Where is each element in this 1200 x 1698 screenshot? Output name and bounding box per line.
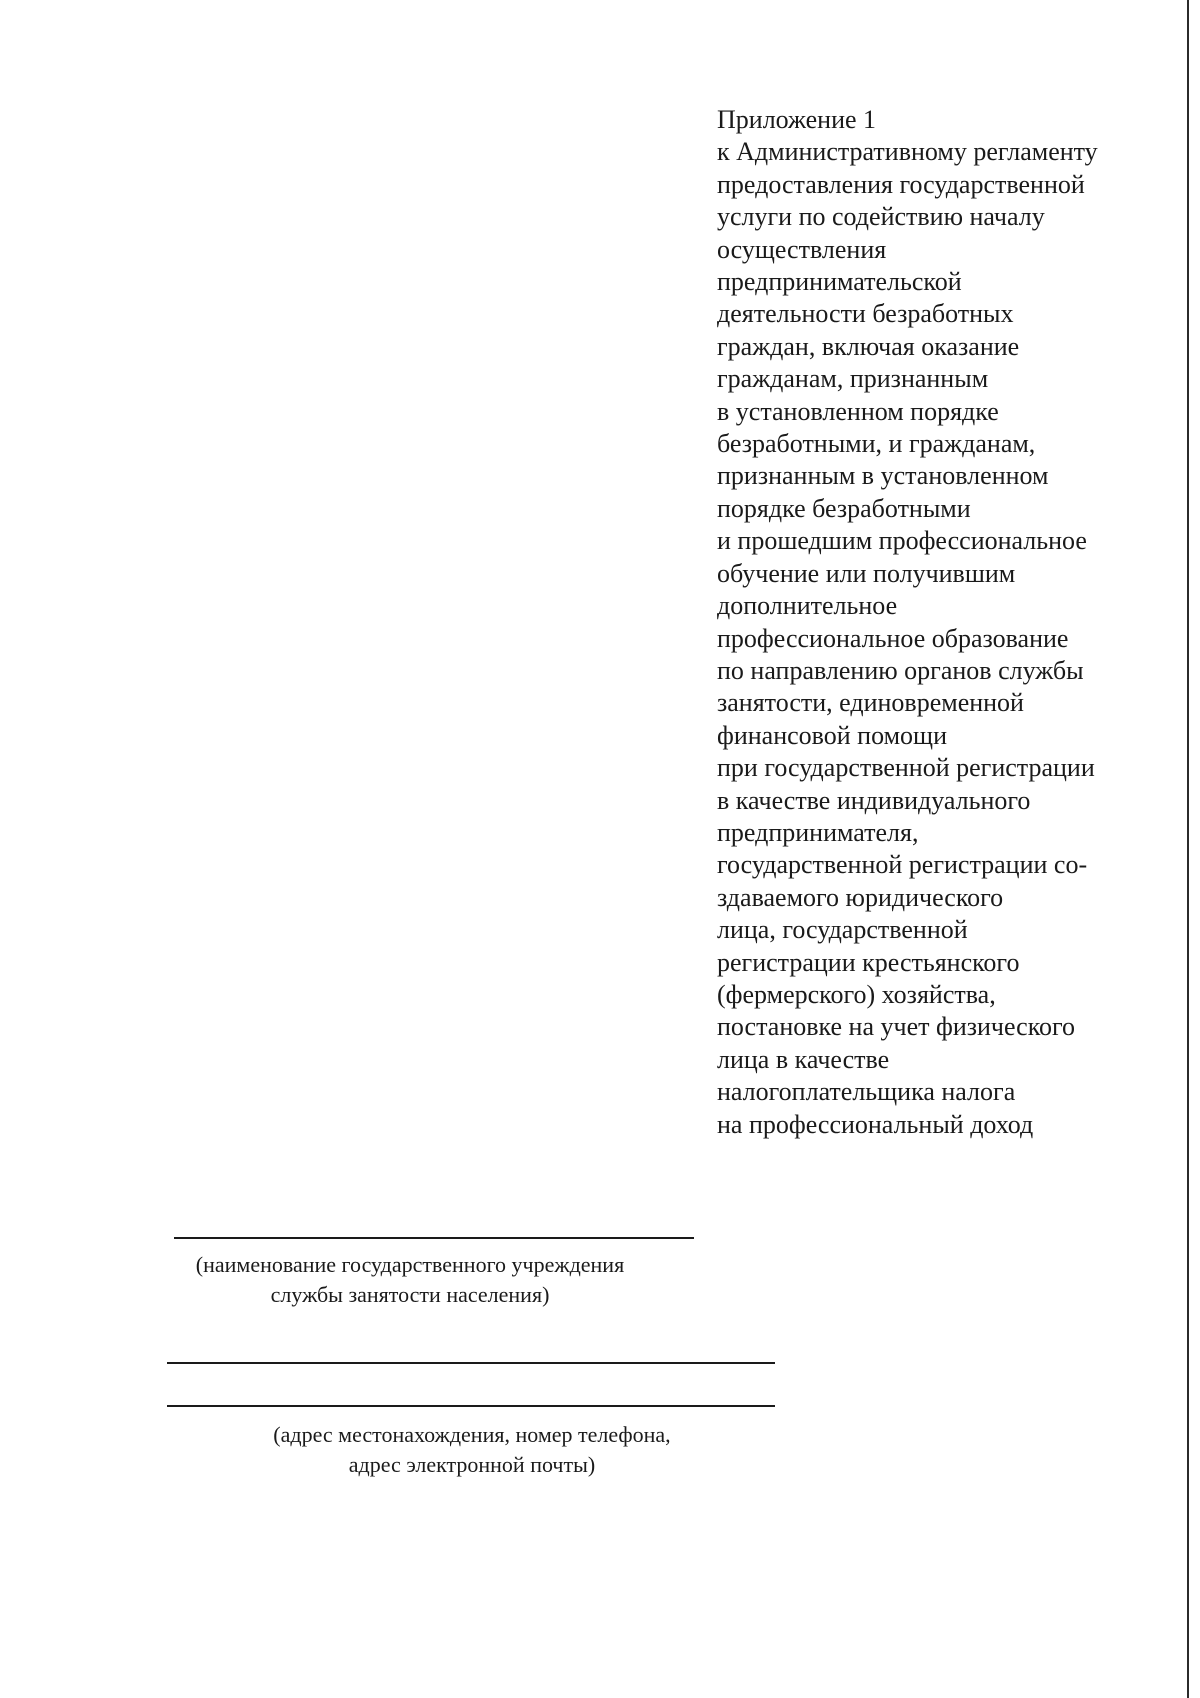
appendix-header xyxy=(717,104,1177,1141)
appendix-line: деятельности безработных xyxy=(717,299,1014,329)
appendix-line: к Административному регламенту xyxy=(717,137,1098,167)
appendix-line: финансовой помощи xyxy=(717,720,947,750)
appendix-line: признанным в установленном xyxy=(717,461,1049,491)
appendix-line: в качестве индивидуального xyxy=(717,785,1031,815)
appendix-line: регистрации крестьянского xyxy=(717,947,1020,977)
address-caption xyxy=(222,1420,722,1480)
institution-name-caption xyxy=(160,1250,660,1310)
appendix-line: лица, государственной xyxy=(717,915,968,945)
appendix-line: предоставления государственной xyxy=(717,169,1085,199)
address-underline-1 xyxy=(167,1362,775,1364)
appendix-line: предпринимательской xyxy=(717,267,962,297)
institution-caption-line: службы занятости населения) xyxy=(270,1282,550,1307)
appendix-line: занятости, единовременной xyxy=(717,688,1024,718)
appendix-line: предпринимателя, xyxy=(717,817,919,847)
appendix-line: услуги по содействию началу xyxy=(717,202,1045,232)
institution-caption-line: (наименование государственного учреждения xyxy=(195,1252,625,1277)
address-underline-2 xyxy=(167,1405,775,1407)
appendix-line: постановке на учет физического xyxy=(717,1012,1076,1042)
appendix-line: государственной регистрации со- xyxy=(717,850,1088,880)
appendix-line: осуществления xyxy=(717,234,887,264)
appendix-line: и прошедшим профессиональное xyxy=(717,526,1087,556)
appendix-line: порядке безработными xyxy=(717,493,971,523)
appendix-title: Приложение 1 xyxy=(717,105,877,134)
appendix-line: здаваемого юридического xyxy=(717,882,1004,912)
appendix-line: гражданам, признанным xyxy=(717,364,989,394)
appendix-line: по направлению органов службы xyxy=(717,655,1084,685)
address-caption-line: адрес электронной почты) xyxy=(348,1452,596,1477)
address-caption-line: (адрес местонахождения, номер телефона, xyxy=(273,1422,671,1447)
appendix-line: при государственной регистрации xyxy=(717,753,1095,783)
appendix-line: дополнительное xyxy=(717,591,898,621)
institution-name-underline xyxy=(174,1237,694,1239)
appendix-line: налогоплательщика налога xyxy=(717,1077,1016,1107)
appendix-line: лица в качестве xyxy=(717,1044,890,1074)
appendix-line: (фермерского) хозяйства, xyxy=(717,979,996,1009)
scan-edge-line xyxy=(1187,0,1189,1698)
appendix-line: в установленном порядке xyxy=(717,396,999,426)
appendix-line: граждан, включая оказание xyxy=(717,331,1020,361)
appendix-line: безработными, и гражданам, xyxy=(717,429,1036,459)
appendix-line: на профессиональный доход xyxy=(717,1109,1034,1139)
appendix-line: обучение или получившим xyxy=(717,558,1016,588)
appendix-line: профессиональное образование xyxy=(717,623,1069,653)
